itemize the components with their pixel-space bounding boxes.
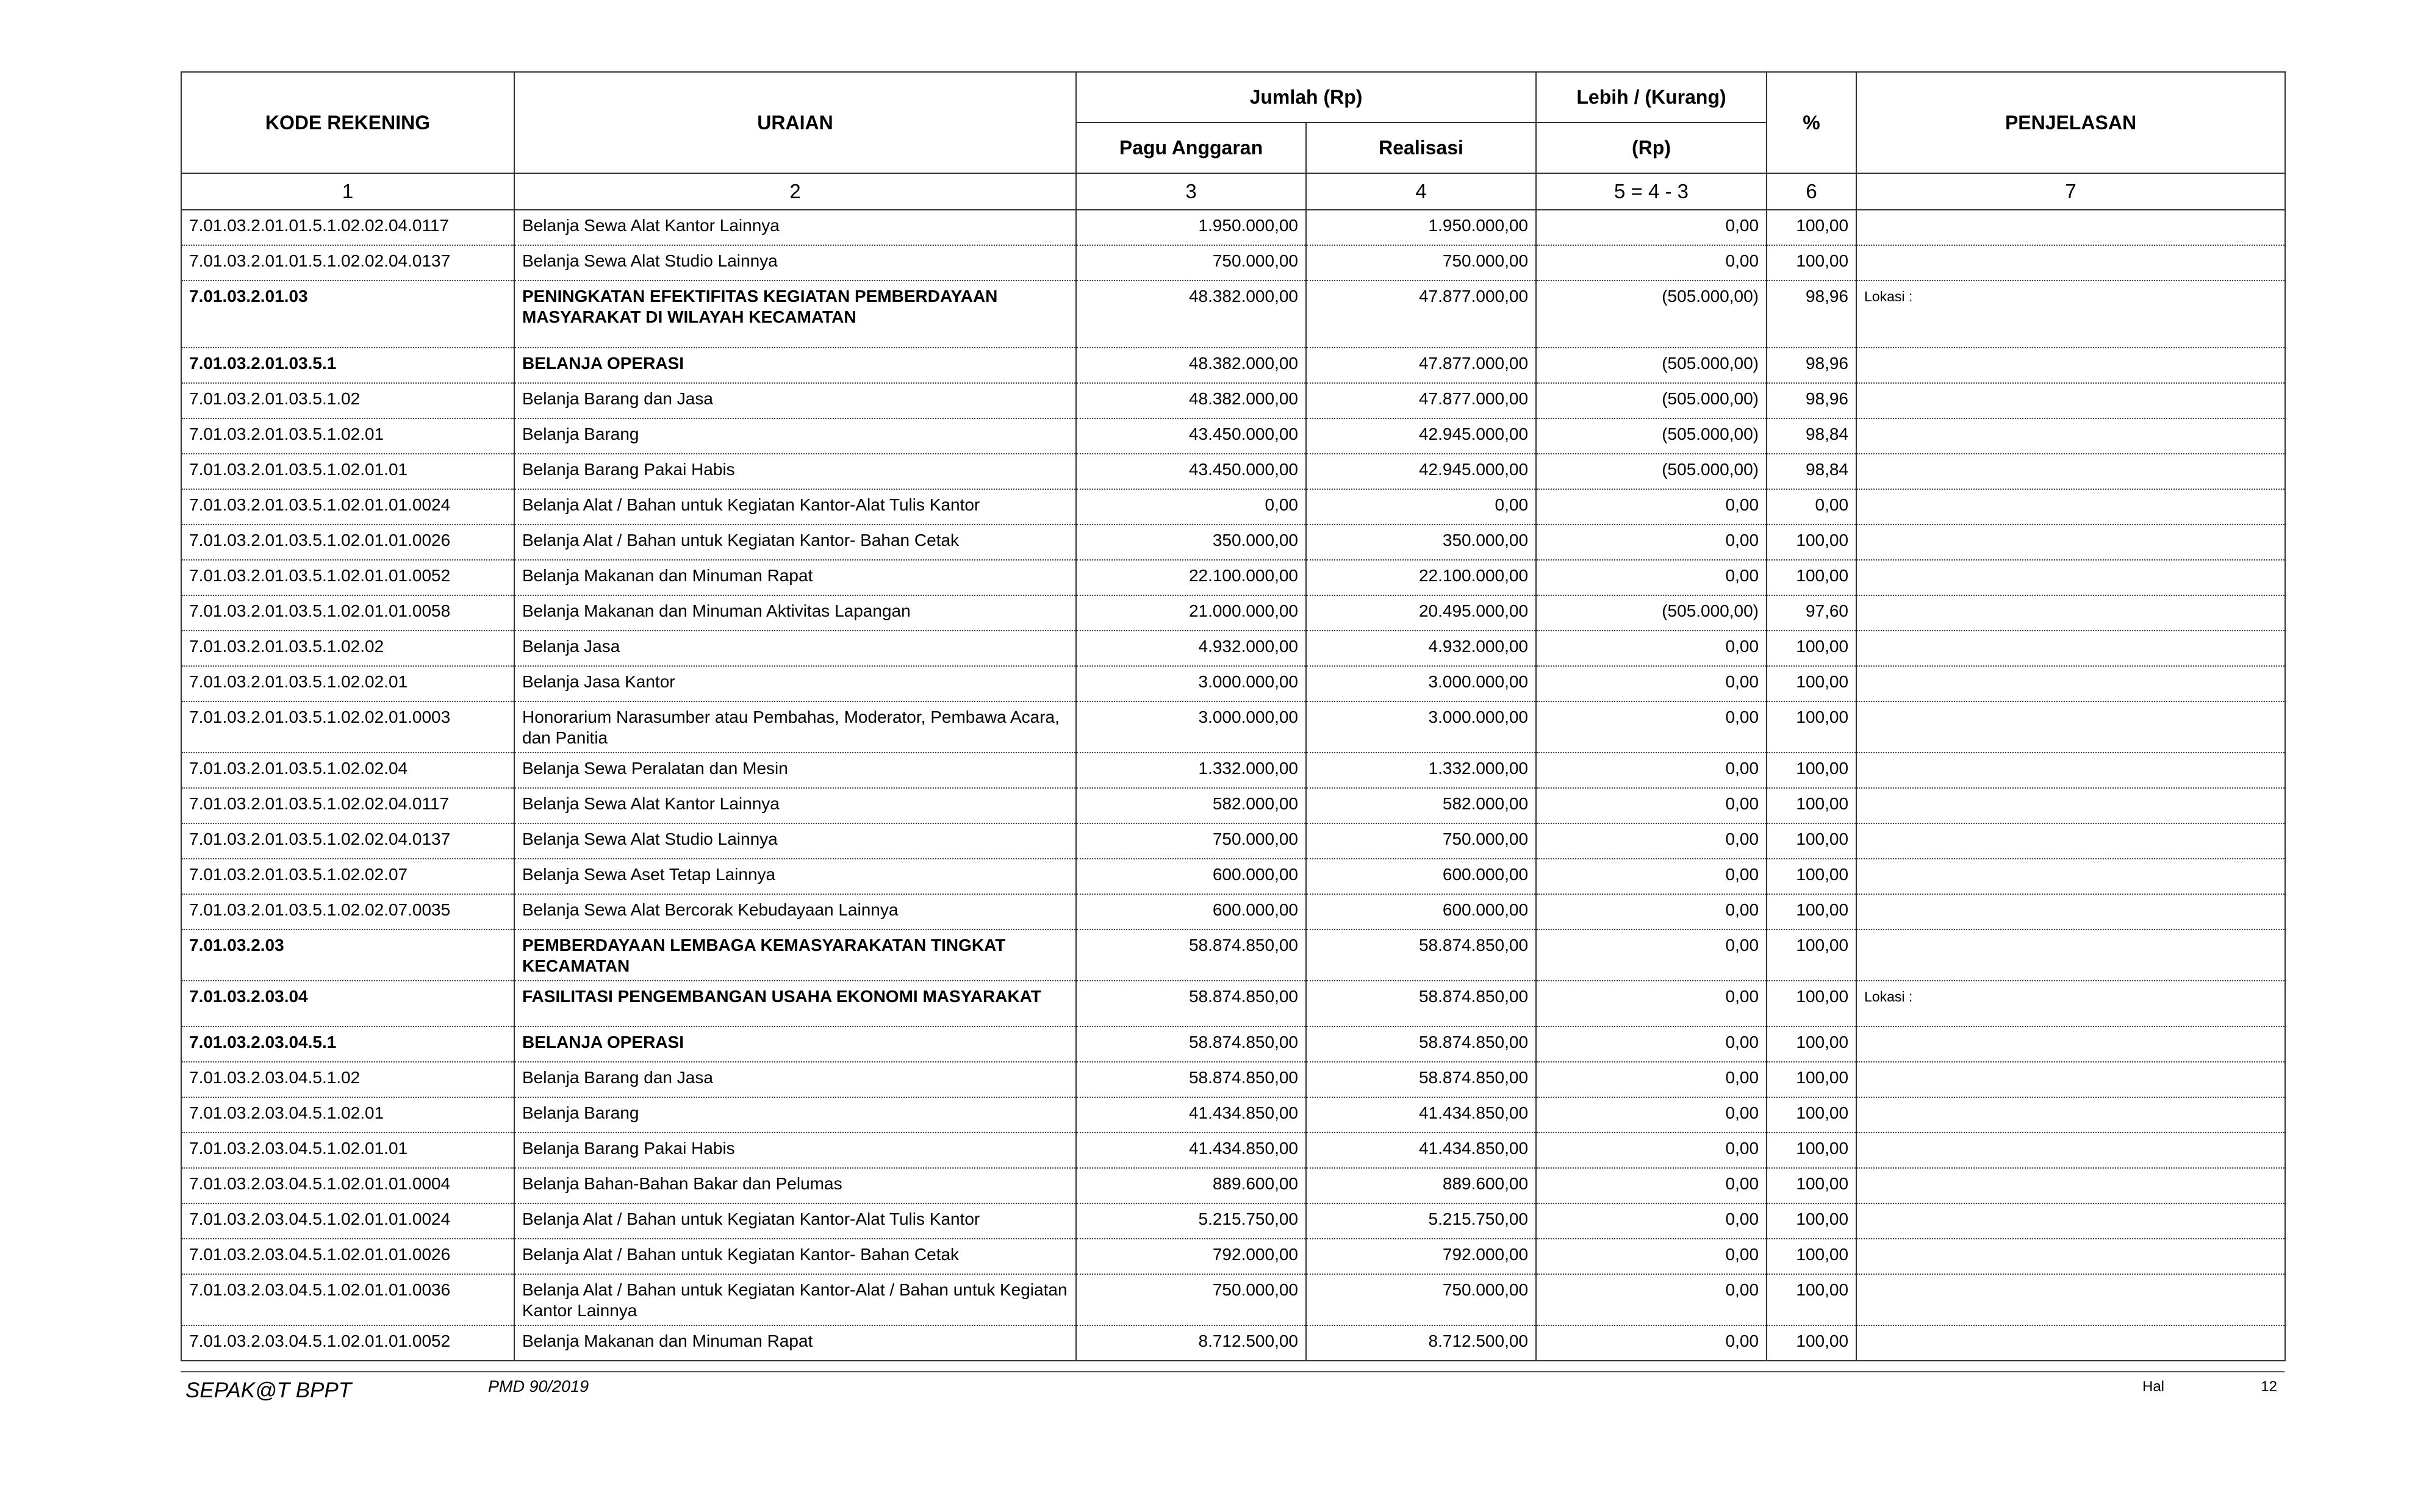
table-row: [181, 1027, 2285, 1062]
cell-kode: 7.01.03.2.01.03: [181, 281, 514, 348]
cell-penjelasan: [1856, 1027, 2285, 1062]
table-row: [181, 281, 2285, 348]
cell-selisih: 0,00: [1536, 1097, 1767, 1133]
cell-realisasi: 47.877.000,00: [1306, 383, 1536, 418]
cell-selisih: (505.000,00): [1536, 281, 1767, 348]
cell-uraian: Belanja Alat / Bahan untuk Kegiatan Kantor- Bahan Cetak: [514, 525, 1076, 560]
cell-selisih: 0,00: [1536, 753, 1767, 788]
cell-persen: 100,00: [1767, 930, 1856, 981]
cell-uraian: Belanja Sewa Alat Kantor Lainnya: [514, 210, 1076, 245]
cell-realisasi: 58.874.850,00: [1306, 1027, 1536, 1062]
cell-pagu: 58.874.850,00: [1076, 981, 1306, 1027]
cell-realisasi: 750.000,00: [1306, 245, 1536, 281]
cell-pagu: 600.000,00: [1076, 859, 1306, 894]
cell-penjelasan: [1856, 245, 2285, 281]
cell-uraian: Belanja Alat / Bahan untuk Kegiatan Kantor-Alat / Bahan untuk Kegiatan Kantor Lainnya: [514, 1274, 1076, 1325]
cell-kode: 7.01.03.2.01.03.5.1.02.01.01.0026: [181, 525, 514, 560]
page-number: 12: [2261, 1378, 2277, 1395]
table-row: [181, 930, 2285, 981]
cell-pagu: 600.000,00: [1076, 894, 1306, 930]
cell-uraian: Belanja Barang dan Jasa: [514, 383, 1076, 418]
col-persen: %: [1767, 72, 1856, 173]
cell-persen: 100,00: [1767, 701, 1856, 753]
col-number: 2: [514, 173, 1076, 210]
col-kode-rekening: KODE REKENING: [181, 72, 514, 173]
cell-selisih: 0,00: [1536, 245, 1767, 281]
cell-selisih: 0,00: [1536, 930, 1767, 981]
cell-penjelasan: [1856, 930, 2285, 981]
cell-uraian: Belanja Barang: [514, 418, 1076, 454]
cell-pagu: 1.950.000,00: [1076, 210, 1306, 245]
table-row: [181, 753, 2285, 788]
cell-kode: 7.01.03.2.01.03.5.1.02.02.04.0117: [181, 788, 514, 823]
cell-uraian: Belanja Sewa Alat Studio Lainnya: [514, 823, 1076, 859]
cell-penjelasan: [1856, 631, 2285, 666]
cell-persen: 100,00: [1767, 753, 1856, 788]
cell-persen: 97,60: [1767, 595, 1856, 631]
cell-kode: 7.01.03.2.01.03.5.1.02.01.01.0024: [181, 489, 514, 525]
col-lebih-kurang: Lebih / (Kurang): [1536, 72, 1767, 123]
cell-kode: 7.01.03.2.01.03.5.1.02.02.01.0003: [181, 701, 514, 753]
table-row: [181, 418, 2285, 454]
cell-persen: 100,00: [1767, 210, 1856, 245]
cell-penjelasan: [1856, 560, 2285, 595]
cell-uraian: Belanja Alat / Bahan untuk Kegiatan Kantor-Alat Tulis Kantor: [514, 1203, 1076, 1239]
cell-selisih: 0,00: [1536, 981, 1767, 1027]
cell-selisih: 0,00: [1536, 525, 1767, 560]
cell-realisasi: 42.945.000,00: [1306, 418, 1536, 454]
cell-realisasi: 350.000,00: [1306, 525, 1536, 560]
table-row: [181, 859, 2285, 894]
cell-kode: 7.01.03.2.01.03.5.1.02.01.01: [181, 454, 514, 489]
cell-realisasi: 22.100.000,00: [1306, 560, 1536, 595]
table-row: [181, 245, 2285, 281]
cell-kode: 7.01.03.2.01.03.5.1.02: [181, 383, 514, 418]
cell-uraian: Belanja Sewa Alat Studio Lainnya: [514, 245, 1076, 281]
cell-realisasi: 20.495.000,00: [1306, 595, 1536, 631]
cell-pagu: 4.932.000,00: [1076, 631, 1306, 666]
cell-realisasi: 1.332.000,00: [1306, 753, 1536, 788]
cell-kode: 7.01.03.2.01.01.5.1.02.02.04.0137: [181, 245, 514, 281]
cell-realisasi: 889.600,00: [1306, 1168, 1536, 1203]
cell-kode: 7.01.03.2.03.04.5.1.02.01.01.0036: [181, 1274, 514, 1325]
cell-penjelasan: [1856, 1062, 2285, 1097]
cell-selisih: 0,00: [1536, 666, 1767, 701]
cell-uraian: Belanja Alat / Bahan untuk Kegiatan Kantor-Alat Tulis Kantor: [514, 489, 1076, 525]
table-row: [181, 348, 2285, 383]
cell-selisih: 0,00: [1536, 894, 1767, 930]
cell-realisasi: 41.434.850,00: [1306, 1133, 1536, 1168]
cell-uraian: Belanja Bahan-Bahan Bakar dan Pelumas: [514, 1168, 1076, 1203]
page-footer: [181, 1371, 2285, 1409]
cell-penjelasan: Lokasi :: [1856, 981, 2285, 1027]
cell-kode: 7.01.03.2.01.03.5.1.02.01.01.0058: [181, 595, 514, 631]
cell-persen: 100,00: [1767, 788, 1856, 823]
cell-pagu: 3.000.000,00: [1076, 666, 1306, 701]
cell-pagu: 750.000,00: [1076, 823, 1306, 859]
col-number: 6: [1767, 173, 1856, 210]
cell-persen: 0,00: [1767, 489, 1856, 525]
col-number: 7: [1856, 173, 2285, 210]
cell-uraian: Honorarium Narasumber atau Pembahas, Moderator, Pembawa Acara, dan Panitia: [514, 701, 1076, 753]
cell-persen: 100,00: [1767, 859, 1856, 894]
cell-selisih: 0,00: [1536, 1203, 1767, 1239]
cell-pagu: 58.874.850,00: [1076, 1027, 1306, 1062]
cell-realisasi: 41.434.850,00: [1306, 1097, 1536, 1133]
col-lebih-unit: (Rp): [1536, 123, 1767, 173]
cell-persen: 100,00: [1767, 631, 1856, 666]
cell-pagu: 3.000.000,00: [1076, 701, 1306, 753]
column-number-row: [181, 173, 2285, 210]
col-pagu-anggaran: Pagu Anggaran: [1076, 123, 1306, 173]
cell-kode: 7.01.03.2.01.03.5.1.02.02.07: [181, 859, 514, 894]
cell-penjelasan: [1856, 1097, 2285, 1133]
cell-pagu: 792.000,00: [1076, 1239, 1306, 1274]
table-row: [181, 701, 2285, 753]
table-row: [181, 981, 2285, 1027]
cell-realisasi: 4.932.000,00: [1306, 631, 1536, 666]
table-row: [181, 560, 2285, 595]
table-row: [181, 489, 2285, 525]
cell-realisasi: 750.000,00: [1306, 823, 1536, 859]
cell-kode: 7.01.03.2.01.03.5.1.02.02.01: [181, 666, 514, 701]
cell-uraian: Belanja Sewa Alat Bercorak Kebudayaan Lainnya: [514, 894, 1076, 930]
cell-pagu: 41.434.850,00: [1076, 1097, 1306, 1133]
col-jumlah: Jumlah (Rp): [1076, 72, 1536, 123]
cell-uraian: Belanja Sewa Peralatan dan Mesin: [514, 753, 1076, 788]
cell-pagu: 750.000,00: [1076, 1274, 1306, 1325]
col-number: 5 = 4 - 3: [1536, 173, 1767, 210]
cell-persen: 98,96: [1767, 348, 1856, 383]
cell-penjelasan: [1856, 383, 2285, 418]
cell-persen: 100,00: [1767, 1203, 1856, 1239]
cell-kode: 7.01.03.2.03.04: [181, 981, 514, 1027]
cell-kode: 7.01.03.2.01.03.5.1.02.02.04: [181, 753, 514, 788]
cell-persen: 100,00: [1767, 894, 1856, 930]
table-row: [181, 788, 2285, 823]
cell-kode: 7.01.03.2.03.04.5.1: [181, 1027, 514, 1062]
cell-kode: 7.01.03.2.03.04.5.1.02.01.01.0004: [181, 1168, 514, 1203]
cell-selisih: 0,00: [1536, 1239, 1767, 1274]
cell-penjelasan: [1856, 1168, 2285, 1203]
cell-kode: 7.01.03.2.01.01.5.1.02.02.04.0117: [181, 210, 514, 245]
table-row: [181, 454, 2285, 489]
cell-selisih: 0,00: [1536, 631, 1767, 666]
cell-uraian: Belanja Barang Pakai Habis: [514, 1133, 1076, 1168]
cell-realisasi: 5.215.750,00: [1306, 1203, 1536, 1239]
table-row: [181, 1097, 2285, 1133]
cell-realisasi: 3.000.000,00: [1306, 701, 1536, 753]
col-uraian: URAIAN: [514, 72, 1076, 173]
table-row: [181, 1133, 2285, 1168]
cell-persen: 100,00: [1767, 245, 1856, 281]
cell-pagu: 48.382.000,00: [1076, 281, 1306, 348]
cell-selisih: 0,00: [1536, 1325, 1767, 1361]
cell-selisih: 0,00: [1536, 1168, 1767, 1203]
cell-penjelasan: [1856, 210, 2285, 245]
cell-pagu: 41.434.850,00: [1076, 1133, 1306, 1168]
cell-persen: 98,84: [1767, 418, 1856, 454]
table-row: [181, 1168, 2285, 1203]
cell-selisih: 0,00: [1536, 859, 1767, 894]
cell-realisasi: 8.712.500,00: [1306, 1325, 1536, 1361]
cell-pagu: 58.874.850,00: [1076, 930, 1306, 981]
cell-realisasi: 600.000,00: [1306, 894, 1536, 930]
col-realisasi: Realisasi: [1306, 123, 1536, 173]
cell-pagu: 8.712.500,00: [1076, 1325, 1306, 1361]
cell-pagu: 48.382.000,00: [1076, 348, 1306, 383]
table-row: [181, 210, 2285, 245]
app-name: SEPAK@T BPPT: [185, 1378, 352, 1402]
table-row: [181, 1325, 2285, 1361]
cell-kode: 7.01.03.2.03.04.5.1.02.01.01.0026: [181, 1239, 514, 1274]
cell-uraian: BELANJA OPERASI: [514, 1027, 1076, 1062]
cell-kode: 7.01.03.2.03.04.5.1.02.01.01.0024: [181, 1203, 514, 1239]
table-row: [181, 631, 2285, 666]
cell-pagu: 21.000.000,00: [1076, 595, 1306, 631]
cell-uraian: FASILITASI PENGEMBANGAN USAHA EKONOMI MASYARAKAT: [514, 981, 1076, 1027]
cell-persen: 100,00: [1767, 823, 1856, 859]
cell-penjelasan: [1856, 1325, 2285, 1361]
cell-penjelasan: [1856, 701, 2285, 753]
cell-kode: 7.01.03.2.01.03.5.1.02.01: [181, 418, 514, 454]
cell-penjelasan: [1856, 1203, 2285, 1239]
col-penjelasan: PENJELASAN: [1856, 72, 2285, 173]
cell-uraian: Belanja Barang dan Jasa: [514, 1062, 1076, 1097]
cell-kode: 7.01.03.2.01.03.5.1.02.02.07.0035: [181, 894, 514, 930]
table-row: [181, 383, 2285, 418]
cell-kode: 7.01.03.2.01.03.5.1.02.01.01.0052: [181, 560, 514, 595]
cell-persen: 100,00: [1767, 666, 1856, 701]
cell-pagu: 22.100.000,00: [1076, 560, 1306, 595]
cell-pagu: 750.000,00: [1076, 245, 1306, 281]
cell-pagu: 58.874.850,00: [1076, 1062, 1306, 1097]
cell-selisih: 0,00: [1536, 788, 1767, 823]
cell-selisih: 0,00: [1536, 1133, 1767, 1168]
cell-realisasi: 47.877.000,00: [1306, 281, 1536, 348]
cell-realisasi: 0,00: [1306, 489, 1536, 525]
table-row: [181, 823, 2285, 859]
cell-uraian: Belanja Makanan dan Minuman Rapat: [514, 1325, 1076, 1361]
page-label: Hal: [2142, 1378, 2165, 1395]
table-row: [181, 1062, 2285, 1097]
cell-pagu: 43.450.000,00: [1076, 454, 1306, 489]
cell-realisasi: 1.950.000,00: [1306, 210, 1536, 245]
cell-selisih: 0,00: [1536, 560, 1767, 595]
cell-persen: 100,00: [1767, 1239, 1856, 1274]
cell-selisih: 0,00: [1536, 1274, 1767, 1325]
budget-realization-table: [181, 71, 2286, 1361]
cell-uraian: Belanja Makanan dan Minuman Rapat: [514, 560, 1076, 595]
table-row: [181, 1203, 2285, 1239]
cell-selisih: (505.000,00): [1536, 418, 1767, 454]
cell-penjelasan: [1856, 454, 2285, 489]
cell-pagu: 1.332.000,00: [1076, 753, 1306, 788]
cell-kode: 7.01.03.2.03.04.5.1.02.01.01: [181, 1133, 514, 1168]
cell-pagu: 582.000,00: [1076, 788, 1306, 823]
cell-kode: 7.01.03.2.01.03.5.1: [181, 348, 514, 383]
table-row: [181, 666, 2285, 701]
cell-pagu: 350.000,00: [1076, 525, 1306, 560]
cell-realisasi: 47.877.000,00: [1306, 348, 1536, 383]
cell-kode: 7.01.03.2.03.04.5.1.02.01: [181, 1097, 514, 1133]
cell-selisih: 0,00: [1536, 1027, 1767, 1062]
cell-pagu: 43.450.000,00: [1076, 418, 1306, 454]
cell-penjelasan: [1856, 525, 2285, 560]
cell-realisasi: 792.000,00: [1306, 1239, 1536, 1274]
cell-uraian: Belanja Makanan dan Minuman Aktivitas Lapangan: [514, 595, 1076, 631]
cell-persen: 100,00: [1767, 560, 1856, 595]
cell-persen: 100,00: [1767, 981, 1856, 1027]
cell-persen: 100,00: [1767, 1097, 1856, 1133]
cell-uraian: Belanja Barang Pakai Habis: [514, 454, 1076, 489]
cell-selisih: 0,00: [1536, 489, 1767, 525]
col-number: 1: [181, 173, 514, 210]
cell-uraian: PEMBERDAYAAN LEMBAGA KEMASYARAKATAN TINGKAT KECAMATAN: [514, 930, 1076, 981]
col-number: 4: [1306, 173, 1536, 210]
cell-persen: 100,00: [1767, 1325, 1856, 1361]
cell-realisasi: 582.000,00: [1306, 788, 1536, 823]
table-row: [181, 1239, 2285, 1274]
cell-kode: 7.01.03.2.03.04.5.1.02.01.01.0052: [181, 1325, 514, 1361]
cell-uraian: Belanja Alat / Bahan untuk Kegiatan Kantor- Bahan Cetak: [514, 1239, 1076, 1274]
table-body: [181, 210, 2285, 1361]
cell-penjelasan: [1856, 489, 2285, 525]
cell-pagu: 889.600,00: [1076, 1168, 1306, 1203]
cell-persen: 100,00: [1767, 1062, 1856, 1097]
cell-penjelasan: [1856, 666, 2285, 701]
cell-persen: 100,00: [1767, 1027, 1856, 1062]
table-row: [181, 894, 2285, 930]
cell-penjelasan: [1856, 859, 2285, 894]
cell-persen: 100,00: [1767, 1168, 1856, 1203]
cell-realisasi: 58.874.850,00: [1306, 981, 1536, 1027]
regulation-label: PMD 90/2019: [488, 1377, 589, 1396]
cell-pagu: 0,00: [1076, 489, 1306, 525]
cell-penjelasan: [1856, 894, 2285, 930]
cell-kode: 7.01.03.2.03: [181, 930, 514, 981]
cell-kode: 7.01.03.2.03.04.5.1.02: [181, 1062, 514, 1097]
cell-realisasi: 750.000,00: [1306, 1274, 1536, 1325]
cell-realisasi: 58.874.850,00: [1306, 1062, 1536, 1097]
cell-realisasi: 42.945.000,00: [1306, 454, 1536, 489]
cell-penjelasan: [1856, 1133, 2285, 1168]
cell-penjelasan: [1856, 1239, 2285, 1274]
cell-realisasi: 600.000,00: [1306, 859, 1536, 894]
cell-uraian: Belanja Barang: [514, 1097, 1076, 1133]
cell-penjelasan: [1856, 595, 2285, 631]
cell-selisih: (505.000,00): [1536, 454, 1767, 489]
cell-kode: 7.01.03.2.01.03.5.1.02.02: [181, 631, 514, 666]
table-row: [181, 595, 2285, 631]
cell-persen: 98,96: [1767, 281, 1856, 348]
cell-uraian: PENINGKATAN EFEKTIFITAS KEGIATAN PEMBERDAYAAN MASYARAKAT DI WILAYAH KECAMATAN: [514, 281, 1076, 348]
cell-selisih: (505.000,00): [1536, 383, 1767, 418]
cell-realisasi: 58.874.850,00: [1306, 930, 1536, 981]
cell-selisih: 0,00: [1536, 1062, 1767, 1097]
cell-pagu: 48.382.000,00: [1076, 383, 1306, 418]
cell-uraian: Belanja Sewa Aset Tetap Lainnya: [514, 859, 1076, 894]
table-row: [181, 1274, 2285, 1325]
cell-penjelasan: [1856, 1274, 2285, 1325]
cell-kode: 7.01.03.2.01.03.5.1.02.02.04.0137: [181, 823, 514, 859]
cell-persen: 98,96: [1767, 383, 1856, 418]
cell-uraian: Belanja Sewa Alat Kantor Lainnya: [514, 788, 1076, 823]
cell-penjelasan: [1856, 788, 2285, 823]
cell-persen: 100,00: [1767, 1133, 1856, 1168]
cell-selisih: 0,00: [1536, 823, 1767, 859]
cell-persen: 100,00: [1767, 525, 1856, 560]
cell-selisih: 0,00: [1536, 701, 1767, 753]
cell-penjelasan: [1856, 348, 2285, 383]
cell-penjelasan: [1856, 753, 2285, 788]
cell-selisih: 0,00: [1536, 210, 1767, 245]
col-number: 3: [1076, 173, 1306, 210]
cell-selisih: (505.000,00): [1536, 595, 1767, 631]
cell-pagu: 5.215.750,00: [1076, 1203, 1306, 1239]
cell-persen: 100,00: [1767, 1274, 1856, 1325]
cell-penjelasan: Lokasi :: [1856, 281, 2285, 348]
cell-selisih: (505.000,00): [1536, 348, 1767, 383]
cell-realisasi: 3.000.000,00: [1306, 666, 1536, 701]
cell-uraian: BELANJA OPERASI: [514, 348, 1076, 383]
cell-uraian: Belanja Jasa Kantor: [514, 666, 1076, 701]
cell-penjelasan: [1856, 823, 2285, 859]
table-header: [181, 72, 2285, 210]
cell-penjelasan: [1856, 418, 2285, 454]
cell-persen: 98,84: [1767, 454, 1856, 489]
table-row: [181, 525, 2285, 560]
cell-uraian: Belanja Jasa: [514, 631, 1076, 666]
